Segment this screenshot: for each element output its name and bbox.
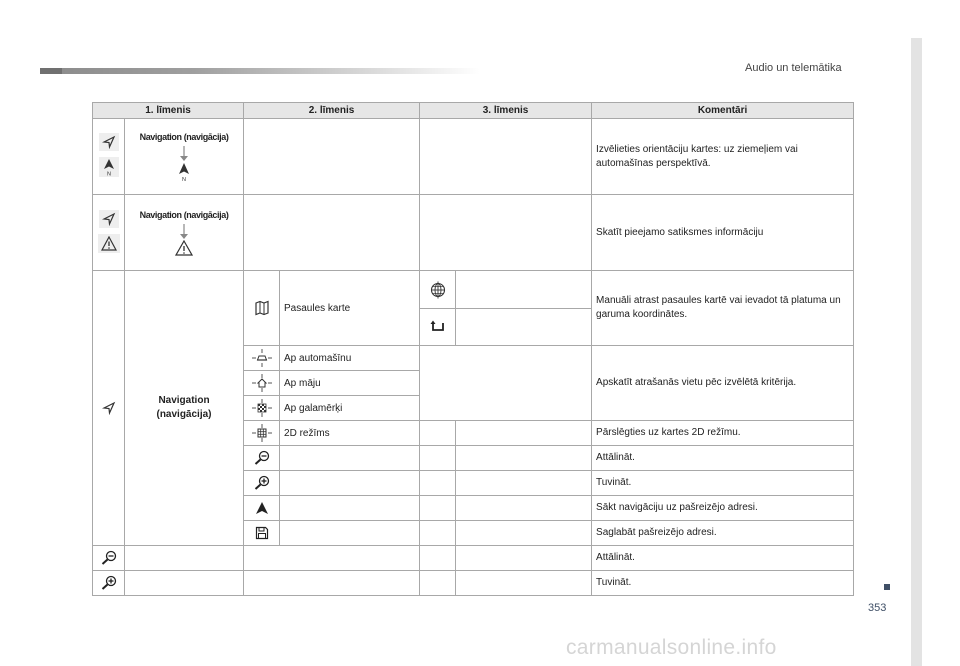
zoom-out-icon	[100, 550, 118, 566]
comment-cell: Tuvināt.	[592, 471, 854, 496]
comment-cell: Pārslēgties uz kartes 2D režīmu.	[592, 421, 854, 446]
level1-icon-cell	[93, 119, 125, 195]
side-bar	[911, 38, 922, 666]
level1-icon-cell	[93, 195, 125, 271]
level2-label: 2D režīms	[280, 421, 420, 446]
navigation-label-line1: Navigation	[158, 395, 210, 406]
table-row	[93, 571, 854, 596]
comment-cell: Apskatīt atrašanās vietu pēc izvēlētā kritērija.	[592, 346, 854, 421]
north-arrow-icon	[177, 162, 191, 182]
navigation-icon	[99, 210, 119, 228]
navigation-menu-table	[92, 102, 854, 596]
level3-icon-cell	[420, 309, 456, 346]
home-location-icon	[252, 374, 272, 392]
column-header: 1. līmenis	[93, 103, 244, 119]
level2-icon-cell	[244, 371, 280, 396]
down-arrow-icon	[179, 146, 189, 162]
level2-label: Ap māju	[280, 371, 420, 396]
navigation-label: Navigation (navigācija)	[139, 209, 229, 220]
column-header: Komentāri	[592, 103, 854, 119]
zoom-out-icon	[253, 450, 271, 466]
column-header: 3. līmenis	[420, 103, 592, 119]
level1-label-cell	[125, 195, 244, 271]
level1-label-cell	[125, 119, 244, 195]
level2-icon-cell	[244, 496, 280, 521]
level2-icon-cell	[244, 446, 280, 471]
globe-icon	[429, 281, 447, 299]
comment-cell: Manuāli atrast pasaules kartē vai ievadot tā platuma un garuma koordinātes.	[592, 271, 854, 346]
zoom-in-icon	[253, 475, 271, 491]
save-icon	[255, 526, 269, 540]
warning-icon	[98, 234, 120, 253]
level1-icon-cell	[93, 571, 125, 596]
car-location-icon	[252, 349, 272, 367]
page-number: 353	[868, 602, 887, 614]
level2-icon-cell	[244, 396, 280, 421]
table-header-row	[93, 103, 854, 119]
table-row	[93, 195, 854, 271]
level1-icon-cell	[93, 271, 125, 546]
start-navigation-icon	[255, 501, 269, 515]
level2-label: Ap galamērķi	[280, 396, 420, 421]
map-2d-icon	[252, 424, 272, 442]
level3-icon-cell	[420, 271, 456, 309]
level1-label-cell	[125, 271, 244, 546]
page-marker	[884, 584, 890, 590]
destination-location-icon	[252, 399, 272, 417]
level2-icon-cell	[244, 346, 280, 371]
level2-label: Ap automašīnu	[280, 346, 420, 371]
navigation-label: Navigation (navigācija)	[139, 131, 229, 142]
svg-text:N: N	[182, 176, 186, 182]
level2-icon-cell	[244, 471, 280, 496]
svg-text:N: N	[106, 171, 111, 176]
watermark: carmanualsonline.info	[566, 636, 777, 659]
level2-icon-cell	[244, 421, 280, 446]
comment-cell: Tuvināt.	[592, 571, 854, 596]
header-decoration-bar	[40, 68, 480, 74]
comment-cell: Attālināt.	[592, 546, 854, 571]
comment-cell: Skatīt pieejamo satiksmes informāciju	[592, 195, 854, 271]
zoom-in-icon	[100, 575, 118, 591]
world-map-icon	[254, 300, 270, 316]
table-row	[93, 546, 854, 571]
table-row	[93, 119, 854, 195]
level2-icon-cell	[244, 521, 280, 546]
comment-cell: Izvēlieties orientāciju kartes: uz ziemeļiem vai automašīnas perspektīvā.	[592, 119, 854, 195]
warning-icon	[175, 240, 193, 256]
table-row	[93, 271, 854, 309]
navigation-icon	[99, 133, 119, 151]
return-icon	[429, 319, 447, 335]
navigation-label-line2: (navigācija)	[156, 409, 212, 420]
comment-cell: Saglabāt pašreizējo adresi.	[592, 521, 854, 546]
comment-cell: Attālināt.	[592, 446, 854, 471]
column-header: 2. līmenis	[244, 103, 420, 119]
comment-cell: Sākt navigāciju uz pašreizējo adresi.	[592, 496, 854, 521]
north-arrow-icon	[99, 157, 119, 177]
level2-icon-cell	[244, 271, 280, 346]
section-title: Audio un telemātika	[745, 62, 842, 74]
down-arrow-icon	[179, 224, 189, 240]
level1-icon-cell	[93, 546, 125, 571]
navigation-icon	[102, 401, 116, 415]
level2-label: Pasaules karte	[280, 271, 420, 346]
